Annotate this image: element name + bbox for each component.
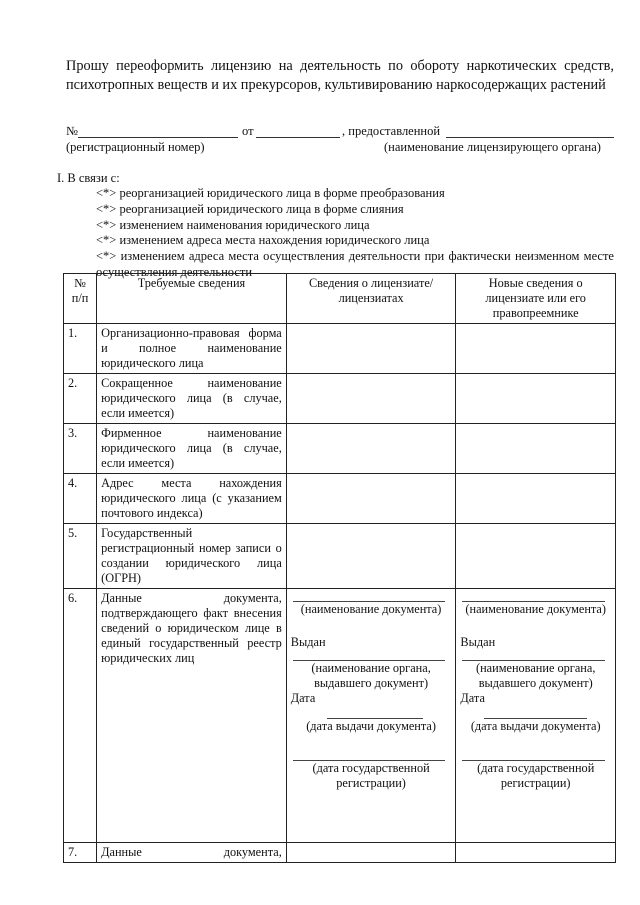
issued-label: Выдан [290,635,326,649]
row-current-cell[interactable] [286,424,456,474]
from-label: от [242,124,254,138]
licensing-org-label: (наименование лицензирующего органа) [384,140,601,154]
row-label: Организационно-правовая форма и полное наименование юридического лица [97,324,287,374]
date-label: Дата [290,691,316,705]
row-num: 1. [64,324,97,374]
row-label: Фирменное наименование юридического лица (в случае, если имеется) [97,424,287,474]
reason-option[interactable]: <*> реорганизацией юридического лица в форме преобразования [96,186,445,200]
issuer-label: (наименование органа, выдавшего документ) [476,661,596,690]
row-current-cell[interactable] [286,474,456,524]
header-new: Новые сведения о лицензиате или его правопреемнике [456,274,616,324]
reg-date-label: (дата государственной регистрации) [312,761,430,790]
reason-option[interactable]: <*> изменением адреса места осуществления деятельности при фактически неизменном месте осуществления деятельности [96,249,614,279]
reason-options [96,186,614,281]
row-new-cell[interactable] [456,374,616,424]
row-new-cell[interactable] [456,843,616,863]
table-row [64,843,616,863]
issue-date-label: (дата выдачи документа) [306,719,436,733]
reg-date-label: (дата государственной регистрации) [477,761,595,790]
date-label: Дата [460,691,485,705]
issue-date-label: (дата выдачи документа) [470,719,601,733]
reason-heading: I. В связи с: [57,171,120,185]
header-current: Сведения о лицензиате/лицензиатах [286,274,456,324]
reason-option[interactable]: <*> изменением наименования юридического лица [96,217,370,232]
date-field[interactable] [256,124,340,138]
row-num: 2. [64,374,97,424]
row-label: Адрес места нахождения юридического лица (с указанием почтового индекса) [97,474,287,524]
number-sign: № [66,124,78,138]
row-num: 4. [64,474,97,524]
table-row [64,524,616,589]
row-num: 6. [64,589,97,843]
table-row [64,589,616,843]
table-row [64,424,616,474]
row-label: Данные документа, [97,843,287,863]
table-header-row [64,274,616,324]
row-current-cell[interactable] [286,843,456,863]
header-num: № п/п [64,274,97,324]
row-new-cell[interactable] [456,324,616,374]
row-new-cell[interactable] [456,424,616,474]
provided-label: , предоставленной [342,124,441,138]
row-current-cell[interactable] [286,374,456,424]
row-num: 5. [64,524,97,589]
doc-name-label: (наименование документа) [300,602,442,616]
row-num: 3. [64,424,97,474]
info-table [63,273,616,863]
reg-number-label: (регистрационный номер) [66,140,205,154]
issued-label: Выдан [460,635,496,649]
row-label: Сокращенное наименование юридического лица (в случае, если имеется) [97,374,287,424]
reason-option[interactable]: <*> реорганизацией юридического лица в форме слияния [96,201,404,216]
issuer-label: (наименование органа, выдавшего документ) [311,661,431,690]
row-label: Данные документа, подтверждающего факт внесения сведений о юридическом лице в единый государственный реестр юридических лиц [97,589,287,843]
reg-number-field[interactable] [78,124,238,138]
table-row [64,324,616,374]
row-new-cell[interactable] [456,474,616,524]
row-current-cell[interactable] [286,324,456,374]
table-row [64,474,616,524]
row-num: 7. [64,843,97,863]
licensing-org-field[interactable] [446,124,614,138]
header-required: Требуемые сведения [97,274,287,324]
row-current-cell[interactable] [286,524,456,589]
new-document-block[interactable] [456,589,616,843]
table-row [64,374,616,424]
doc-name-label: (наименование документа) [465,602,606,616]
row-label: Государственный регистрационный номер записи о создании юридического лица (ОГРН) [97,524,287,589]
row-new-cell[interactable] [456,524,616,589]
request-paragraph: Прошу переоформить лицензию на деятельность по обороту наркотических средств, психотропных веществ и их прекурсоров, культивированию наркосодержащих растений [66,58,614,93]
reason-option[interactable]: <*> изменением адреса места нахождения юридического лица [96,233,430,248]
current-document-block[interactable] [286,589,456,843]
